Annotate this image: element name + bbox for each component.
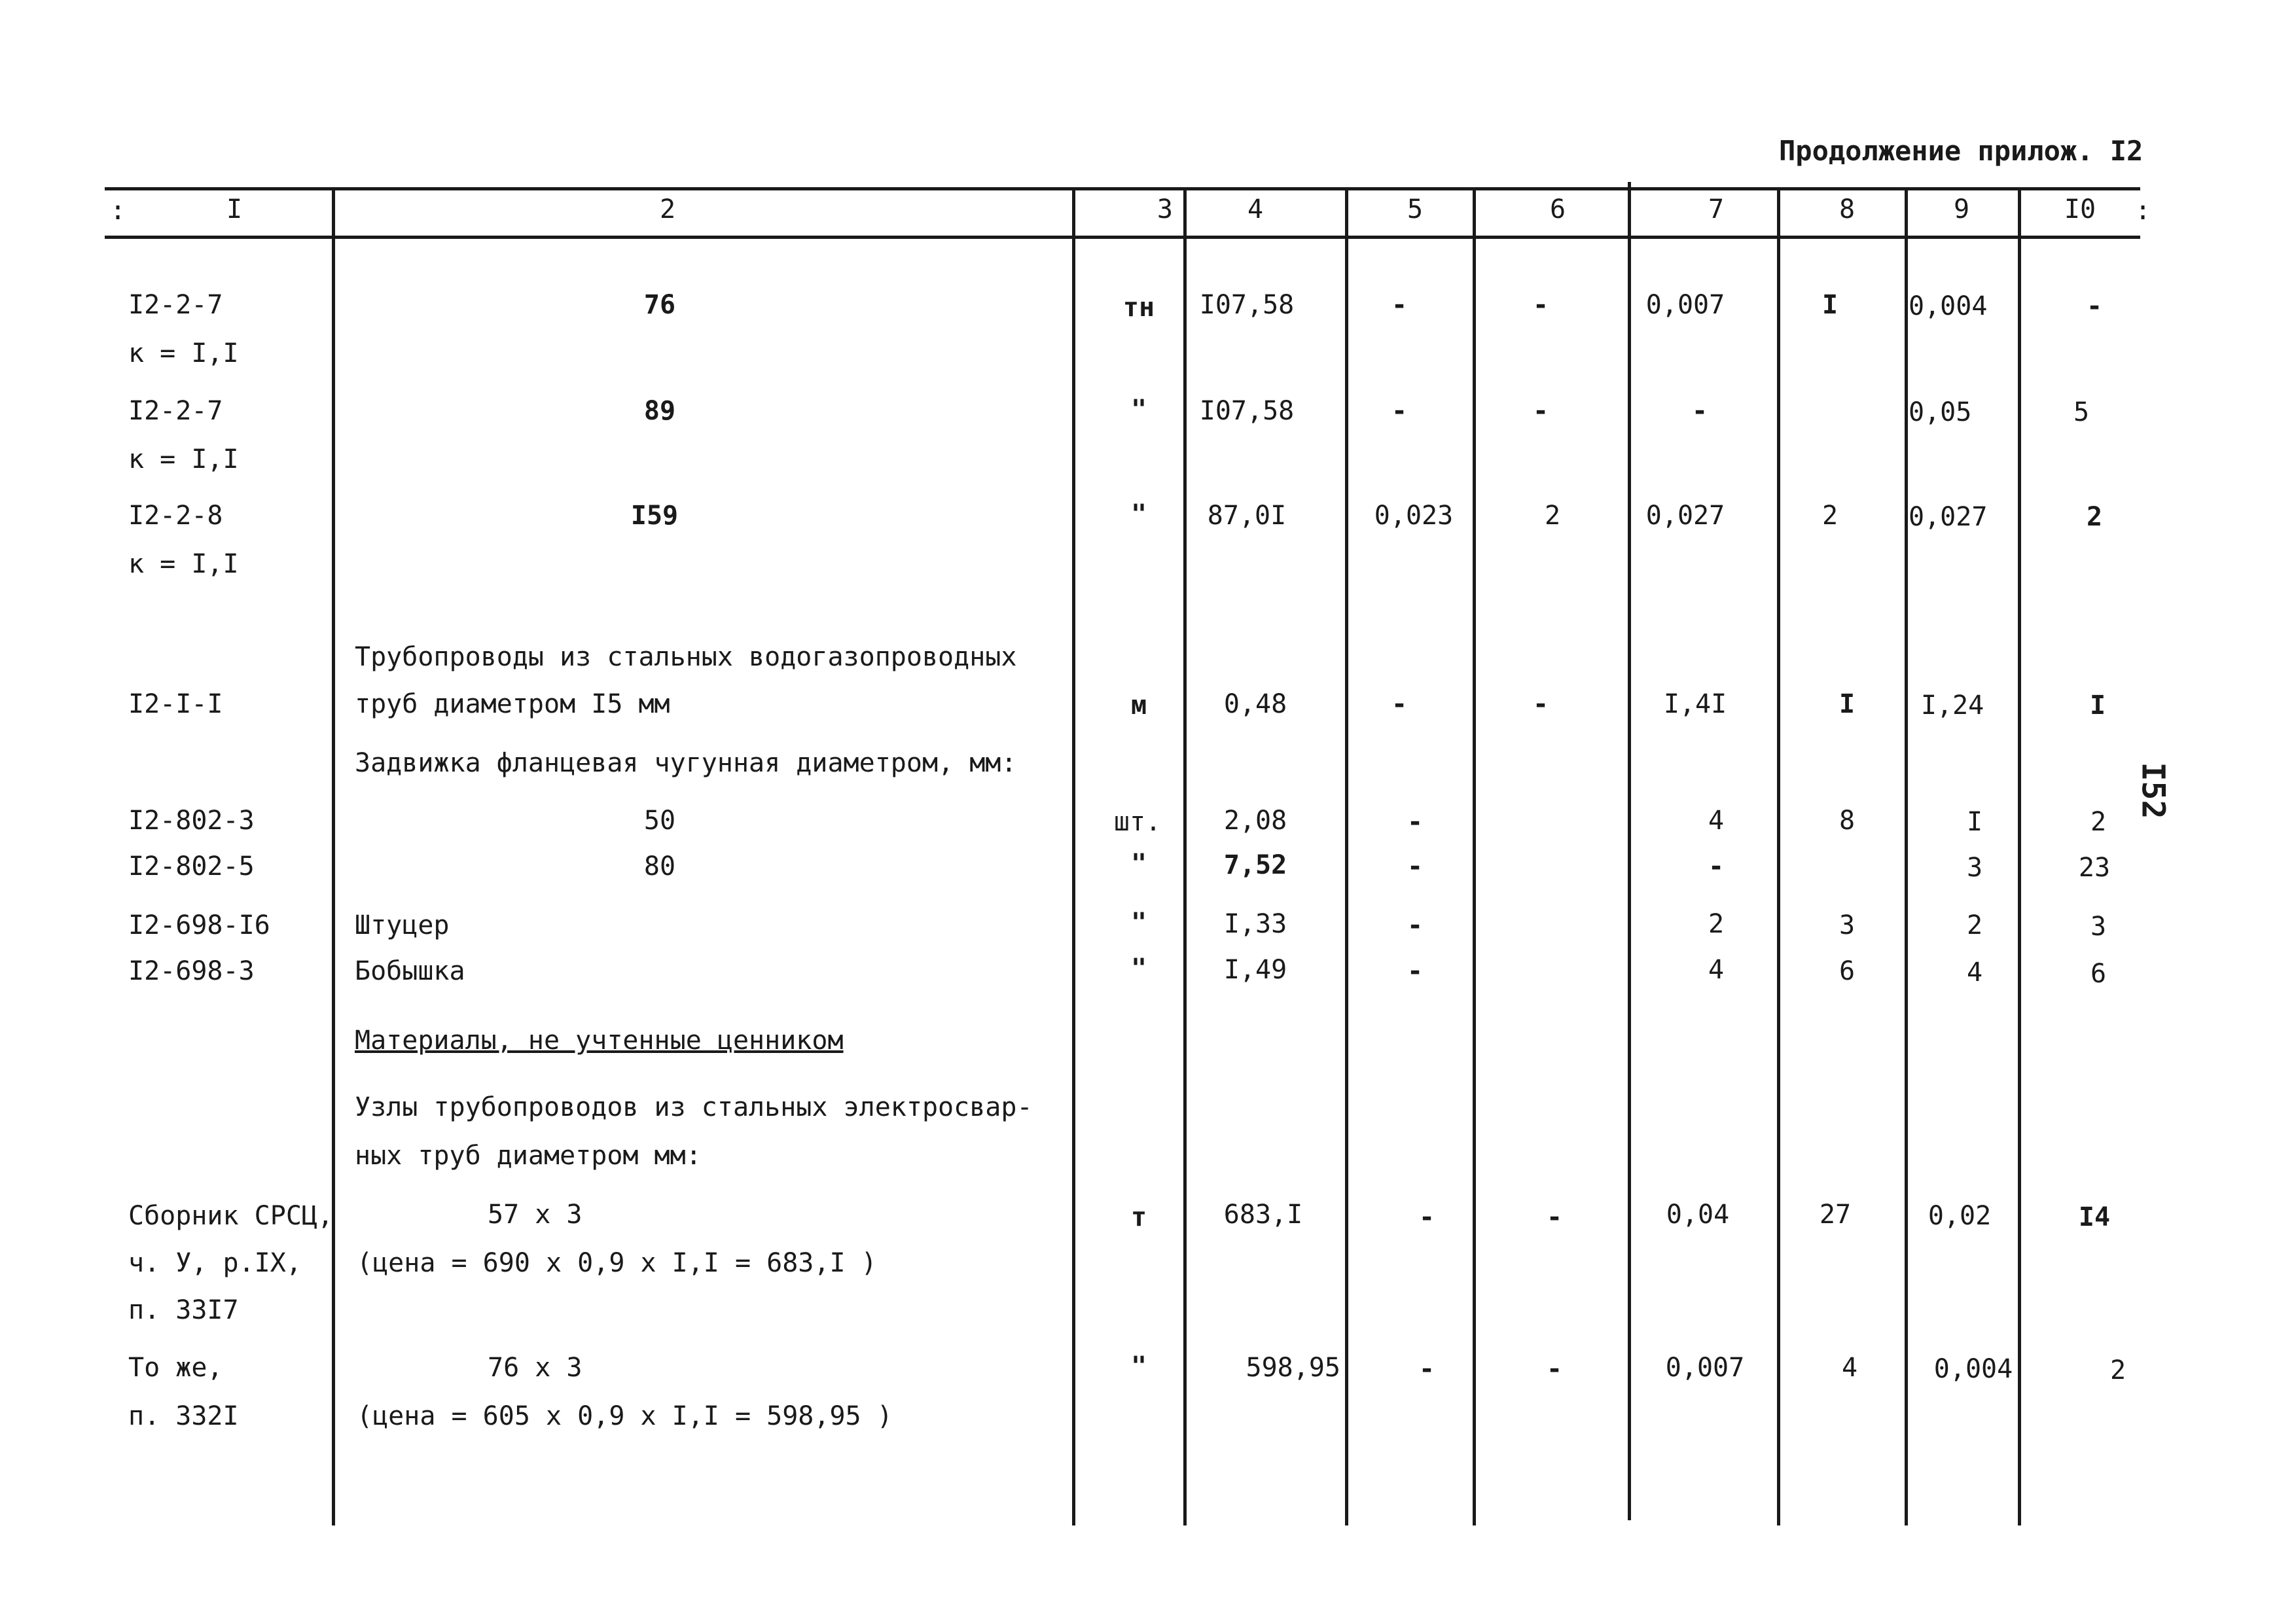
row-name: 76 x 3: [488, 1353, 583, 1383]
col-divider: [1345, 187, 1348, 1525]
table-header-rule: [105, 236, 2140, 239]
cell-col-5: -: [1391, 689, 1408, 719]
row-code: п. 33I7: [128, 1295, 239, 1325]
cell-col-4: 87,0I: [1207, 501, 1287, 531]
col-divider: [332, 187, 335, 1525]
row-code: I2-698-I6: [128, 910, 270, 940]
cell-col-9: 0,05: [1909, 397, 1972, 427]
cell-col-9: I,24: [1920, 690, 1984, 721]
cell-col-9: 0,004: [1909, 291, 1988, 321]
row-name: 89: [643, 396, 676, 426]
cell-col-9: 0,027: [1909, 502, 1988, 532]
row-code: I2-I-I: [128, 689, 223, 719]
row-unit: ": [1130, 395, 1147, 425]
cell-col-10: 5: [2073, 397, 2090, 427]
row-unit: шт.: [1113, 807, 1162, 837]
cell-col-7: 4: [1708, 955, 1725, 985]
row-code: п. 332I: [128, 1401, 239, 1431]
cell-col-10: 3: [2090, 912, 2107, 942]
header-col-4: 4: [1247, 194, 1264, 224]
section-heading: Материалы, не учтенные ценником: [355, 1026, 844, 1056]
cell-col-4: 683,I: [1223, 1200, 1303, 1230]
col-divider: [1628, 182, 1631, 1520]
cell-col-4: I,49: [1223, 955, 1287, 985]
row-code: Сборник СРСЦ,: [128, 1201, 334, 1231]
cell-col-6: 2: [1544, 501, 1561, 531]
row-name: 76: [643, 290, 676, 320]
cell-col-10: I: [2089, 690, 2106, 721]
cell-col-10: 23: [2078, 853, 2111, 883]
row-name: 50: [643, 806, 676, 836]
cell-col-4: I07,58: [1199, 290, 1295, 320]
cell-col-9: 4: [1966, 957, 1983, 988]
row-code: I2-2-7: [128, 290, 223, 320]
cell-col-4: 7,52: [1223, 850, 1287, 880]
header-col-7: 7: [1708, 194, 1725, 224]
row-code: I2-802-5: [128, 851, 255, 882]
cell-col-8: 8: [1839, 806, 1856, 836]
cell-col-9: 3: [1966, 853, 1983, 883]
row-unit: ": [1130, 1351, 1147, 1382]
cell-col-9: 0,004: [1933, 1354, 2013, 1384]
cell-col-4: 598,95: [1246, 1353, 1340, 1383]
header-col-3: 3: [1157, 194, 1173, 224]
header-colon: :: [110, 196, 126, 226]
col-divider: [1777, 187, 1780, 1525]
cell-col-6: -: [1532, 689, 1549, 719]
cell-col-7: -: [1708, 851, 1725, 882]
row-name: 80: [643, 851, 676, 882]
cell-col-7: 0,027: [1645, 501, 1725, 531]
row-code: I2-802-3: [128, 806, 255, 836]
cell-col-10: 6: [2090, 959, 2107, 989]
row-name: Штуцер: [355, 910, 450, 940]
cell-col-5: -: [1407, 910, 1424, 940]
cell-col-9: 2: [1966, 910, 1983, 940]
cell-col-5: -: [1418, 1354, 1435, 1384]
row-coefficient: к = I,I: [128, 549, 239, 579]
cell-col-10: -: [2086, 291, 2103, 321]
row-unit: м: [1130, 690, 1147, 721]
cell-col-10: 2: [2086, 502, 2103, 532]
cell-col-10: 2: [2090, 807, 2107, 837]
cell-col-6: -: [1532, 290, 1549, 320]
page-number: I52: [2134, 762, 2172, 819]
row-coefficient: к = I,I: [128, 444, 239, 474]
header-col-8: 8: [1839, 194, 1856, 224]
cell-col-5: -: [1407, 956, 1424, 986]
col-divider: [2018, 187, 2021, 1525]
row-name: I59: [630, 501, 679, 531]
row-unit: ": [1130, 908, 1147, 938]
row-unit: ": [1130, 849, 1147, 879]
row-description: Трубопроводы из стальных водогазопроводных: [355, 642, 1017, 672]
cell-col-5: -: [1407, 807, 1424, 837]
row-code: I2-698-3: [128, 956, 255, 986]
header-col-2: 2: [659, 194, 676, 224]
cell-col-7: -: [1691, 396, 1708, 426]
cell-col-5: -: [1407, 851, 1424, 882]
cell-col-7: 0,007: [1665, 1353, 1745, 1383]
cell-col-4: 2,08: [1223, 806, 1287, 836]
table-top-rule: [105, 187, 2140, 190]
col-divider: [1183, 187, 1187, 1525]
row-unit: тн: [1122, 293, 1155, 323]
row-unit: ": [1130, 954, 1147, 984]
cell-col-8: 4: [1841, 1353, 1858, 1383]
col-divider: [1473, 187, 1476, 1525]
cell-col-6: -: [1546, 1202, 1563, 1232]
header-col-10: I0: [2064, 194, 2096, 224]
header-col-5: 5: [1407, 194, 1424, 224]
cell-col-7: 4: [1708, 806, 1725, 836]
cell-col-5: 0,023: [1374, 501, 1454, 531]
header-col-6: 6: [1549, 194, 1566, 224]
cell-col-4: I07,58: [1199, 396, 1295, 426]
cell-col-7: 0,007: [1645, 290, 1725, 320]
col-divider: [1072, 187, 1075, 1525]
cell-col-9: 0,02: [1928, 1201, 1992, 1231]
cell-col-5: -: [1391, 396, 1408, 426]
row-name: 57 x 3: [488, 1200, 583, 1230]
cell-col-8: I: [1821, 290, 1839, 320]
row-price-formula: (цена = 605 x 0,9 x I,I = 598,95 ): [357, 1401, 893, 1431]
cell-col-7: 2: [1708, 909, 1725, 939]
cell-col-8: 6: [1839, 956, 1856, 986]
cell-col-9: I: [1966, 807, 1983, 837]
cell-col-5: -: [1391, 290, 1408, 320]
cell-col-7: 0,04: [1666, 1200, 1730, 1230]
section-heading: Задвижка фланцевая чугунная диаметром, мм:: [355, 748, 1017, 778]
section-heading: Узлы трубопроводов из стальных электросвар-: [355, 1092, 1033, 1122]
header-col-1: I: [226, 194, 243, 224]
row-code: I2-2-8: [128, 501, 223, 531]
row-code: То же,: [128, 1353, 223, 1383]
cell-col-6: -: [1532, 396, 1549, 426]
row-unit: т: [1130, 1202, 1147, 1232]
cell-col-8: 27: [1819, 1200, 1852, 1230]
col-divider: [1905, 187, 1908, 1525]
cell-col-6: -: [1546, 1354, 1563, 1384]
cell-col-7: I,4I: [1663, 689, 1727, 719]
cell-col-8: 2: [1821, 501, 1839, 531]
cell-col-4: I,33: [1223, 909, 1287, 939]
continuation-label: Продолжение прилож. I2: [1779, 135, 2144, 167]
header-col-9: 9: [1953, 194, 1970, 224]
row-unit: ": [1130, 499, 1147, 529]
cell-col-10: I4: [2078, 1202, 2111, 1232]
cell-col-10: 2: [2109, 1355, 2126, 1385]
row-name: Бобышка: [355, 956, 465, 986]
cell-col-8: I: [1839, 689, 1856, 719]
section-heading: ных труб диаметром мм:: [355, 1141, 702, 1171]
row-description: труб диаметром I5 мм: [355, 689, 670, 719]
row-code: I2-2-7: [128, 396, 223, 426]
cell-col-4: 0,48: [1223, 689, 1287, 719]
row-price-formula: (цена = 690 x 0,9 x I,I = 683,I ): [357, 1248, 877, 1278]
cell-col-5: -: [1418, 1202, 1435, 1232]
row-code: ч. У, р.IX,: [128, 1248, 302, 1278]
row-coefficient: к = I,I: [128, 338, 239, 368]
header-colon: :: [2135, 196, 2151, 226]
cell-col-8: 3: [1839, 910, 1856, 940]
